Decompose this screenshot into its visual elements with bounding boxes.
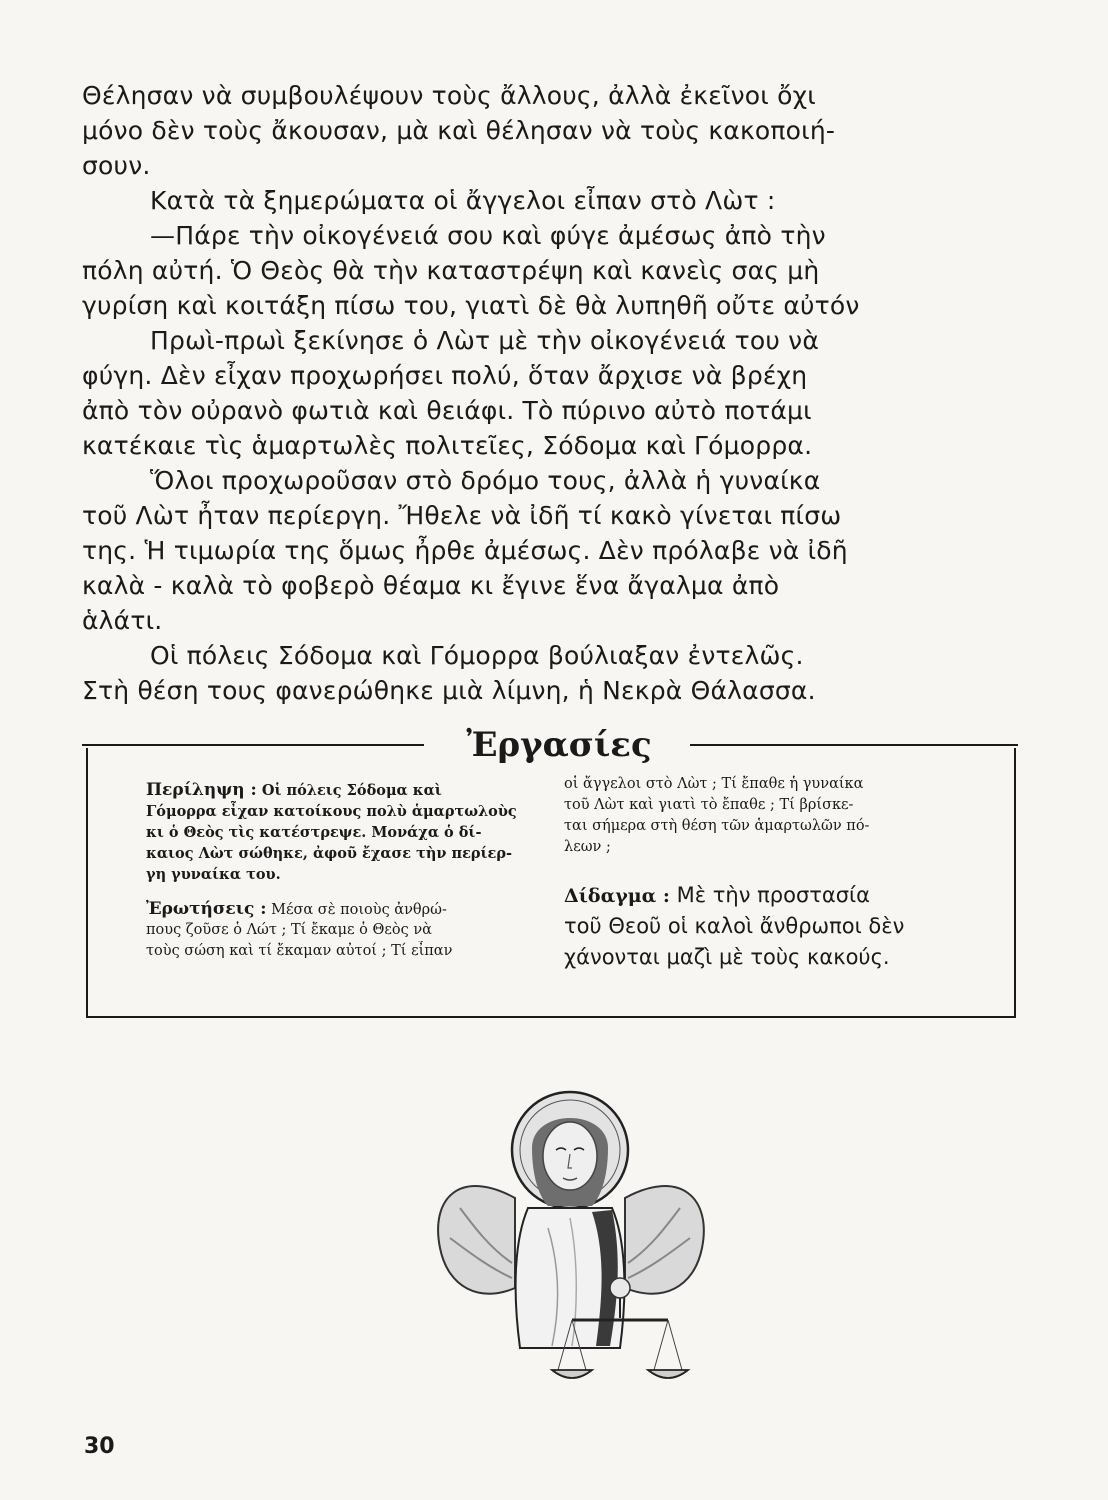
story-line: καλὰ - καλὰ τὸ φοβερὸ θέαμα κι ἔγινε ἕνα ἄγαλμα ἀπὸ [82, 571, 780, 600]
page-number: 30 [84, 1434, 115, 1459]
story-line: Πρωὶ-πρωὶ ξεκίνησε ὁ Λὼτ μὲ τὴν οἰκογένειά του νὰ [150, 326, 820, 355]
exercises-left-column [146, 780, 546, 962]
story-line: της. Ἡ τιμωρία της ὅμως ἦρθε ἀμέσως. Δὲν πρόλαβε νὰ ἰδῆ [82, 536, 848, 565]
story-line: κατέκαιε τὶς ἁμαρτωλὲς πολιτεῖες, Σόδομα καὶ Γόμορρα. [82, 431, 813, 460]
lesson-line: τοῦ Θεοῦ οἱ καλοὶ ἄνθρωποι δὲν [564, 914, 905, 938]
summary-line: Γόμορρα εἶχαν κατοίκους πολὺ ἁμαρτωλοὺς [146, 803, 517, 820]
story-line: —Πάρε τὴν οἰκογένειά σου καὶ φύγε ἀμέσως ἀπὸ τὴν [150, 221, 826, 250]
questions-line: Μέσα σὲ ποιοὺς ἀνθρώ- [271, 902, 447, 918]
heading-rule-left [82, 744, 424, 746]
summary-line: κι ὁ Θεὸς τὶς κατέστρεψε. Μονάχα ὁ δί- [146, 824, 482, 841]
story-line: Κατὰ τὰ ξημερώματα οἱ ἄγγελοι εἶπαν στὸ Λὼτ : [150, 186, 776, 215]
lesson-line: Μὲ τὴν προστασία [676, 883, 871, 907]
exercises-box [86, 748, 1016, 1018]
summary-label: Περίληψη : [146, 780, 257, 800]
lesson-line: χάνονται μαζὶ μὲ τοὺς κακούς. [564, 945, 890, 969]
story-line: τοῦ Λὼτ ἦταν περίεργη. Ἤθελε νὰ ἰδῆ τί κακὸ γίνεται πίσω [82, 501, 842, 530]
story-line: πόλη αὐτή. Ὁ Θεὸς θὰ τὴν καταστρέψη καὶ κανεὶς σας μὴ [82, 256, 820, 285]
story-line: σουν. [82, 151, 151, 180]
story-line: Οἱ πόλεις Σόδομα καὶ Γόμορρα βούλιαξαν ἐντελῶς. [150, 641, 804, 670]
lesson-label: Δίδαγμα : [564, 885, 670, 907]
story-text [82, 78, 1022, 708]
exercises-heading: Ἐργασίες [466, 725, 652, 765]
exercises-right-column [564, 774, 1004, 973]
questions-continued-line: οἱ ἄγγελοι στὸ Λὼτ ; Τί ἔπαθε ἡ γυναίκα [564, 776, 864, 792]
summary-line: Οἱ πόλεις Σόδομα καὶ [261, 782, 442, 799]
story-line: ἁλάτι. [82, 606, 163, 635]
story-line: γυρίση καὶ κοιτάξη πίσω του, γιατὶ δὲ θὰ λυπηθῆ οὔτε αὐτόν [82, 291, 860, 320]
summary-line: γη γυναίκα του. [146, 866, 281, 883]
questions-continued-line: λεων ; [564, 839, 611, 855]
story-line: Στὴ θέση τους φανερώθηκε μιὰ λίμνη, ἡ Νεκρὰ Θάλασσα. [82, 676, 816, 705]
story-line: Θέλησαν νὰ συμβουλέψουν τοὺς ἄλλους, ἀλλὰ ἐκεῖνοι ὄχι [82, 81, 816, 110]
story-line: μόνο δὲν τοὺς ἄκουσαν, μὰ καὶ θέλησαν νὰ τοὺς κακοποιή- [82, 116, 836, 145]
heading-rule-right [690, 744, 1018, 746]
story-line: Ὅλοι προχωροῦσαν στὸ δρόμο τους, ἀλλὰ ἡ γυναίκα [150, 466, 821, 495]
questions-line: πους ζοῦσε ὁ Λώτ ; Τί ἔκαμε ὁ Θεὸς νὰ [146, 922, 432, 938]
story-line: ἀπὸ τὸν οὐρανὸ φωτιὰ καὶ θειάφι. Τὸ πύρινο αὐτὸ ποτάμι [82, 396, 812, 425]
lesson-first-line [564, 880, 1004, 911]
story-line: φύγη. Δὲν εἶχαν προχωρήσει πολύ, ὅταν ἄρχισε νὰ βρέχη [82, 361, 808, 390]
questions-first-line [146, 899, 546, 920]
angel-with-scales-illustration [420, 1088, 720, 1408]
questions-continued-line: ται σήμερα στὴ θέση τῶν ἁμαρτωλῶν πό- [564, 818, 870, 834]
questions-continued-line: τοῦ Λὼτ καὶ γιατὶ τὸ ἔπαθε ; Τί βρίσκε- [564, 797, 854, 813]
questions-line: τοὺς σώση καὶ τί ἔκαμαν αὐτοί ; Τί εἶπαν [146, 943, 453, 959]
summary-first-line [146, 780, 546, 801]
questions-label: Ἐρωτήσεις : [146, 899, 267, 919]
summary-line: καιος Λὼτ σώθηκε, ἀφοῦ ἔχασε τὴν περίερ- [146, 845, 513, 862]
